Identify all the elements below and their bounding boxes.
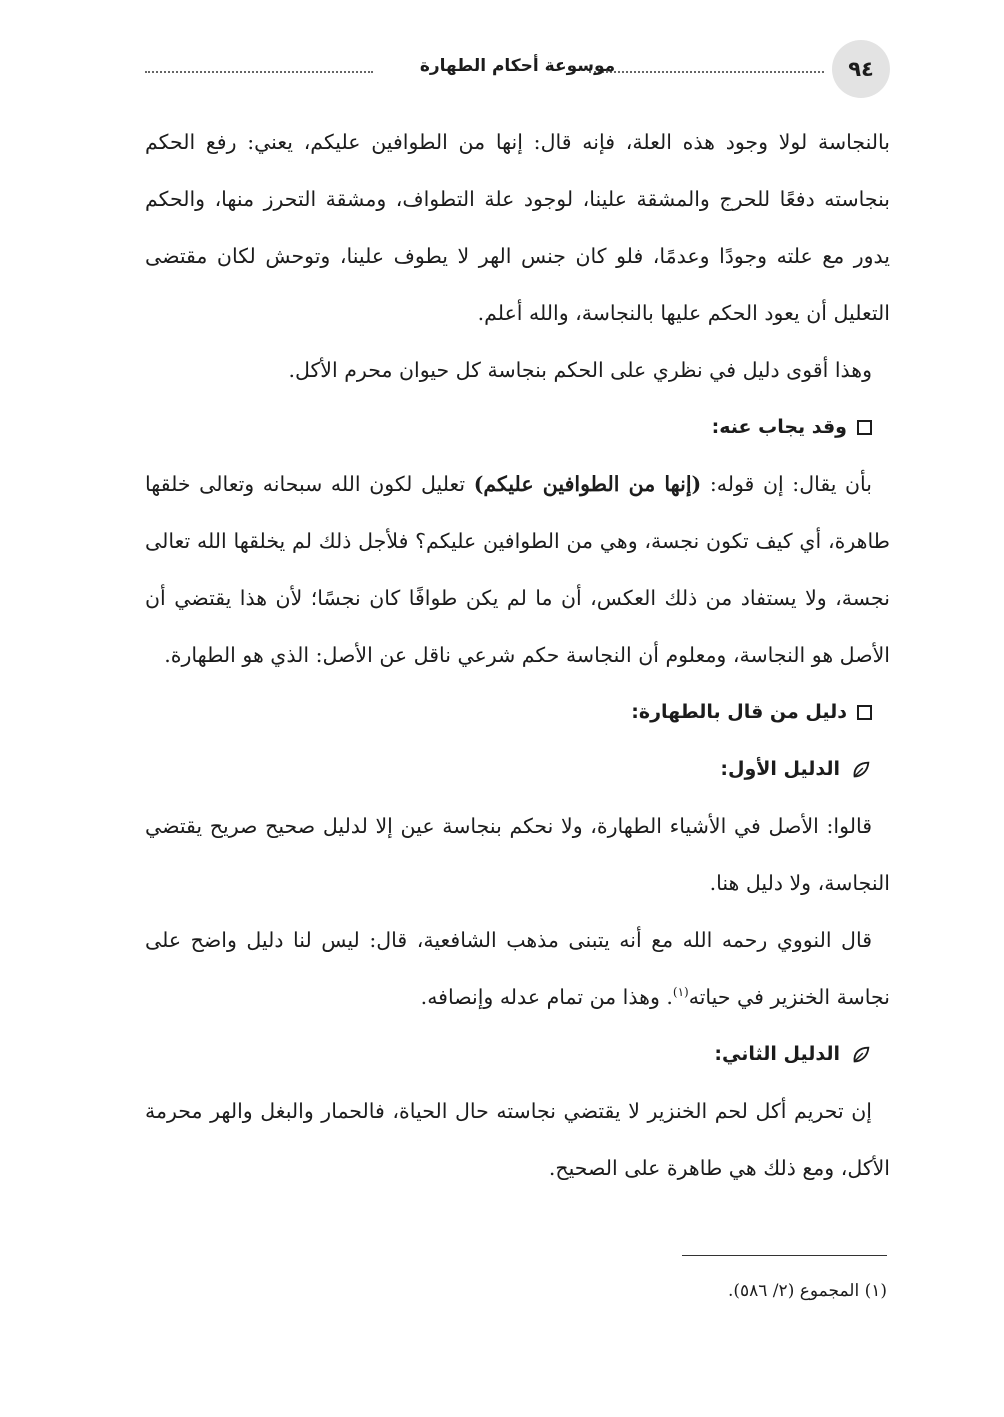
page-body — [145, 114, 890, 1197]
paragraph-4: قالوا: الأصل في الأشياء الطهارة، ولا نحكم بنجاسة عين إلا لدليل صحيح صريح يقتضي النجاسة، ولا دليل هنا. — [145, 814, 890, 895]
paragraph-5-start: قال النووي رحمه الله مع أنه يتبنى مذهب الشافعية، قال: ليس لنا دليل واضح على نجاسة الخنزير في حياته — [145, 928, 890, 1009]
heading-first-evidence — [145, 741, 890, 798]
leaf-ornament-icon — [850, 1044, 872, 1066]
heading-first-evidence-text: الدليل الأول: — [720, 758, 840, 780]
paragraph-3-rest: تعليل لكون الله سبحانه وتعالى خلقها طاهرة، أي كيف تكون نجسة، وهي من الطوافين عليكم؟ فلأجل ذلك لم يخلقها الله تعالى نجسة، ولا يستفاد من ذلك العكس، أن ما لم يكن طوافًا كان نجسًا؛ لأن هذا يقتضي أن الأصل هو النجاسة، ومعلوم أن النجاسة حكم شرعي ناقل عن الأصل: الذي هو الطهارة. — [145, 472, 890, 667]
heading-purity-evidence — [145, 684, 890, 741]
paragraph-6: إن تحريم أكل لحم الخنزير لا يقتضي نجاسته حال الحياة، فالحمار والبغل والهر محرمة الأكل، ومع ذلك هي طاهرة على الصحيح. — [145, 1099, 890, 1180]
paragraph-2: وهذا أقوى دليل في نظري على الحكم بنجاسة كل حيوان محرم الأكل. — [288, 358, 872, 382]
heading-reply — [145, 399, 890, 456]
paragraph-3 — [145, 456, 890, 684]
heading-reply-text: وقد يجاب عنه: — [711, 416, 847, 438]
footnote: (١) المجموع (٢/ ٥٨٦). — [727, 1281, 887, 1301]
heading-second-evidence-text: الدليل الثاني: — [714, 1043, 840, 1065]
square-bullet-icon — [857, 705, 872, 720]
leaf-ornament-icon — [850, 759, 872, 781]
hadith-quote: (إنها من الطوافين عليكم) — [473, 472, 702, 496]
page-header — [145, 40, 890, 102]
heading-second-evidence — [145, 1026, 890, 1083]
square-bullet-icon — [857, 420, 872, 435]
paragraph-5-rest: . وهذا من تمام عدله وإنصافه. — [420, 985, 673, 1009]
running-title: موسوعة أحكام الطهارة — [419, 56, 616, 76]
paragraph-5 — [145, 912, 890, 1026]
page-number: ٩٤ — [832, 40, 890, 98]
footnote-reference[interactable]: (١) — [672, 985, 689, 1000]
header-dots-left — [145, 71, 373, 73]
paragraph-1: بالنجاسة لولا وجود هذه العلة، فإنه قال: إنها من الطوافين عليكم، يعني: رفع الحكم بنجاسته دفعًا للحرج والمشقة علينا، لوجود علة التطواف، ومشقة التحرز منها، والحكم يدور مع علته وجودًا وعدمًا، فلو كان جنس الهر لا يطوف علينا، وتوحش لكان مقتضى التعليل أن يعود الحكم عليها بالنجاسة، والله أعلم. — [145, 130, 890, 325]
footnote-divider — [682, 1255, 887, 1256]
heading-purity-evidence-text: دليل من قال بالطهارة: — [631, 701, 847, 723]
paragraph-3-start: بأن يقال: إن قوله: — [701, 472, 873, 496]
